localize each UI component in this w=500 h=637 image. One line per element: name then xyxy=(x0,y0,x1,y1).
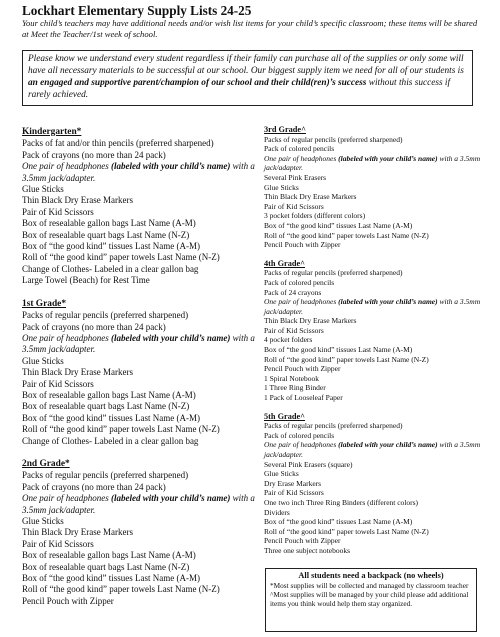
list-item: Pair of Kid Scissors xyxy=(264,325,324,335)
list-item: Dry Erase Markers xyxy=(264,478,322,488)
list-item-headphones xyxy=(22,333,258,356)
list-item: Pencil Pouch with Zipper xyxy=(264,536,341,546)
section-title: 2nd Grade* xyxy=(22,458,70,469)
headphones-label-note: (labeled with your child’s name) xyxy=(111,332,231,343)
headphones-jack-text: with a 3.5mm jack/adapter. xyxy=(22,493,255,515)
list-item: Box of “the good kind” tissues Last Name (A-M) xyxy=(22,241,200,252)
list-item: Pair of Kid Scissors xyxy=(22,206,94,217)
list-item: Several Pink Erasers (square) xyxy=(264,459,353,469)
list-item: Dividers xyxy=(264,507,290,517)
section-title: 3rd Grade^ xyxy=(264,125,306,134)
right-column xyxy=(264,125,486,556)
headphones-label-note: (labeled with your child’s name) xyxy=(338,440,438,450)
list-item: Box of “the good kind” tissues Last Name (A-M) xyxy=(22,573,200,584)
list-item: Pair of Kid Scissors xyxy=(22,378,94,389)
list-item: Pencil Pouch with Zipper xyxy=(264,364,341,374)
page-title: Lockhart Elementary Supply Lists 24-25 xyxy=(22,3,252,18)
grade-2-section xyxy=(22,458,258,607)
list-item: Packs of regular pencils (preferred sharpened) xyxy=(264,134,403,144)
list-item: Thin Black Dry Erase Markers xyxy=(22,367,133,378)
headphones-text: One pair of headphones xyxy=(264,153,339,163)
notice-text: Please know we understand every student regardless if their family can purchase all of the supplies or only some will have all necessary materials to be successful at our school. Our biggest supply item we need for all of our students is xyxy=(28,54,464,76)
list-item: Roll of “the good kind” paper towels Last Name (N-Z) xyxy=(22,584,220,595)
list-item: 1 Three Ring Binder xyxy=(264,383,326,393)
section-title: 5th Grade^ xyxy=(264,411,306,421)
note-student-managed: ^Most supplies will be managed by your child please add additional items you think would help them stay organized. xyxy=(270,590,469,609)
list-item: Roll of “the good kind” paper towels Last Name (N-Z) xyxy=(264,230,429,240)
headphones-jack-text: with a 3.5mm jack/adapter. xyxy=(264,297,481,316)
section-title: 4th Grade^ xyxy=(264,258,306,268)
backpack-note-box xyxy=(265,568,477,632)
headphones-text: One pair of headphones xyxy=(22,332,111,343)
list-item: Glue Sticks xyxy=(22,184,64,195)
headphones-jack-text: with a 3.5mm jack/adapter. xyxy=(22,332,255,355)
list-item: Pack of colored pencils xyxy=(264,430,335,440)
grade-5-section xyxy=(264,412,486,556)
headphones-label-note: (labeled with your child’s name) xyxy=(338,153,438,163)
list-item: Box of resealable quart bags Last Name (N-Z) xyxy=(22,229,190,240)
list-item: Box of resealable gallon bags Last Name (A-M) xyxy=(22,550,196,561)
headphones-text: One pair of headphones xyxy=(264,297,339,307)
list-item: Pack of crayons (no more than 24 pack) xyxy=(22,481,166,492)
headphones-label-note: (labeled with your child’s name) xyxy=(111,493,231,504)
list-item: One two inch Three Ring Binders (different colors) xyxy=(264,497,419,507)
notice-box xyxy=(22,50,473,106)
headphones-jack-text: with a 3.5mm jack/adapter. xyxy=(22,161,255,183)
list-item: 1 Pack of Looseleaf Paper xyxy=(264,393,343,403)
headphones-jack-text: with a 3.5mm jack/adapter. xyxy=(264,440,481,459)
list-item: Large Towel (Beach) for Rest Time xyxy=(22,275,150,286)
list-item: Glue Sticks xyxy=(264,182,299,192)
list-item: Thin Black Dry Erase Markers xyxy=(22,195,133,206)
notice-text-end: without this success if rarely achieved. xyxy=(28,78,451,100)
headphones-label-note: (labeled with your child’s name) xyxy=(338,297,438,307)
list-item: Packs of regular pencils (preferred sharpened) xyxy=(264,421,403,431)
list-item: Change of Clothes- Labeled in a clear gallon bag xyxy=(22,263,199,274)
list-item: Several Pink Erasers xyxy=(264,172,327,182)
page-subtitle: Your child’s teachers may have additional needs and/or wish list items for your child’s specific classroom; these items will be shared at Meet the Teacher/1st week of school. xyxy=(22,18,478,39)
list-item: Box of “the good kind” tissues Last Name (A-M) xyxy=(264,220,413,230)
list-item: Pencil Pouch with Zipper xyxy=(264,240,341,250)
list-item: Pair of Kid Scissors xyxy=(22,538,94,549)
list-item: Roll of “the good kind” paper towels Last Name (N-Z) xyxy=(22,252,220,263)
kindergarten-section xyxy=(22,126,258,287)
list-item: 4 pocket folders xyxy=(264,335,313,345)
headphones-text: One pair of headphones xyxy=(22,493,111,504)
headphones-label-note: (labeled with your child’s name) xyxy=(111,161,231,172)
list-item: Pack of crayons (no more than 24 pack) xyxy=(22,321,166,332)
notice-emphasis: an engaged and supportive parent/champion of our school and their child(ren)’s success xyxy=(28,78,367,88)
list-item-headphones xyxy=(264,154,486,173)
note-teacher-managed: *Most supplies will be collected and managed by classroom teacher xyxy=(270,581,469,590)
section-title: 1st Grade* xyxy=(22,298,67,309)
list-item: Pack of colored pencils xyxy=(264,277,335,287)
list-item: Thin Black Dry Erase Markers xyxy=(264,316,357,326)
left-column xyxy=(22,126,258,607)
list-item: Pencil Pouch with Zipper xyxy=(22,595,114,606)
list-item: Packs of regular pencils (preferred sharpened) xyxy=(22,470,189,481)
list-item: Roll of “the good kind” paper towels Last Name (N-Z) xyxy=(264,526,429,536)
list-item: Box of resealable quart bags Last Name (N-Z) xyxy=(22,561,190,572)
list-item: Glue Sticks xyxy=(264,469,299,479)
headphones-text: One pair of headphones xyxy=(264,440,339,450)
list-item: Thin Black Dry Erase Markers xyxy=(264,192,357,202)
list-item: Packs of regular pencils (preferred sharpened) xyxy=(22,310,189,321)
list-item: Box of resealable quart bags Last Name (N-Z) xyxy=(22,401,190,412)
list-item: Packs of regular pencils (preferred sharpened) xyxy=(264,268,403,278)
list-item-headphones xyxy=(264,440,486,459)
section-title: Kindergarten* xyxy=(22,127,82,137)
backpack-note-title: All students need a backpack (no wheels) xyxy=(298,571,444,580)
list-item: Glue Sticks xyxy=(22,355,64,366)
list-item-headphones xyxy=(22,493,258,516)
list-item: Box of resealable gallon bags Last Name (A-M) xyxy=(22,218,196,229)
list-item: Box of resealable gallon bags Last Name (A-M) xyxy=(22,389,196,400)
list-item-headphones xyxy=(264,297,486,316)
list-item-headphones xyxy=(22,161,258,184)
grade-4-section xyxy=(264,259,486,403)
list-item: Thin Black Dry Erase Markers xyxy=(22,527,133,538)
list-item: Pack of 24 crayons xyxy=(264,287,322,297)
list-item: 3 pocket folders (different colors) xyxy=(264,211,366,221)
list-item: Box of “the good kind” tissues Last Name (A-M) xyxy=(264,517,413,527)
headphones-text: One pair of headphones xyxy=(22,161,111,172)
list-item: 1 Spiral Notebook xyxy=(264,373,319,383)
list-item: Glue Sticks xyxy=(22,516,64,526)
list-item: Three one subject notebooks xyxy=(264,545,351,555)
list-item: Roll of “the good kind” paper towels Last Name (N-Z) xyxy=(22,424,220,435)
list-item: Box of “the good kind” tissues Last Name (A-M) xyxy=(264,345,413,355)
list-item: Roll of “the good kind” paper towels Last Name (N-Z) xyxy=(264,354,429,364)
list-item: Packs of fat and/or thin pencils (preferred sharpened) xyxy=(22,138,214,149)
headphones-jack-text: with a 3.5mm jack/adapter. xyxy=(264,153,481,173)
list-item: Pair of Kid Scissors xyxy=(264,201,324,211)
list-item: Pack of colored pencils xyxy=(264,144,335,154)
list-item: Box of “the good kind” tissues Last Name (A-M) xyxy=(22,412,200,423)
list-item: Pack of crayons (no more than 24 pack) xyxy=(22,149,166,160)
list-item: Change of Clothes- Labeled in a clear gallon bag xyxy=(22,435,199,446)
grade-1-section xyxy=(22,298,258,447)
list-item: Pair of Kid Scissors xyxy=(264,488,324,498)
grade-3-section xyxy=(264,125,486,250)
